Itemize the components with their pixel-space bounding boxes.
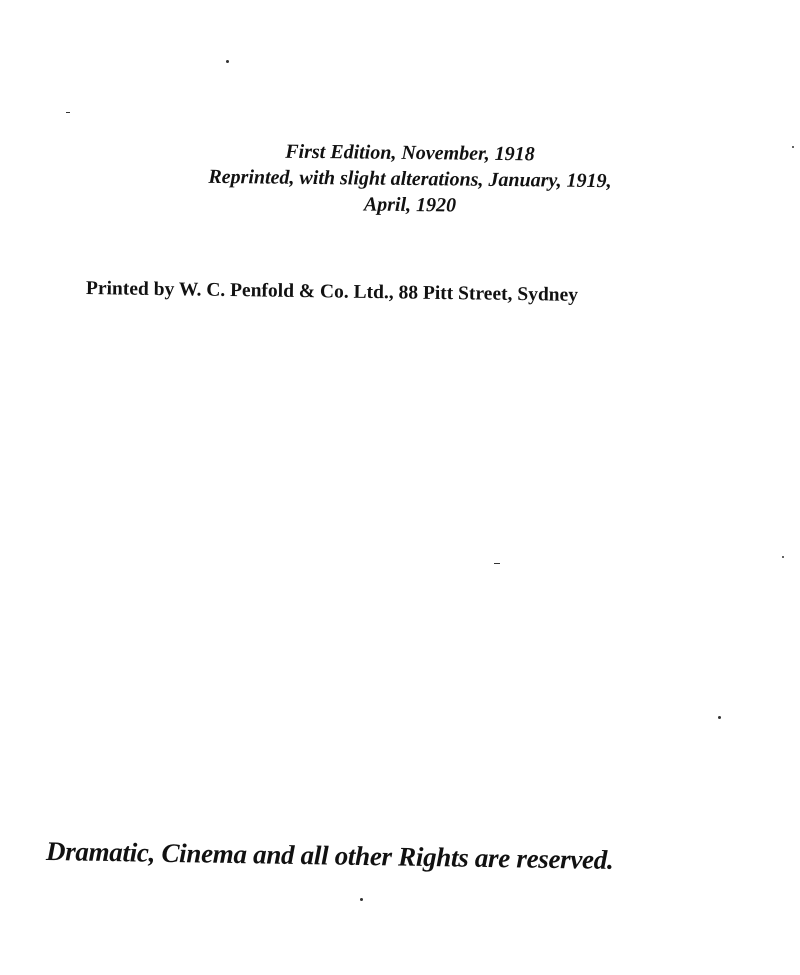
reprint-line: Reprinted, with slight alterations, January, 1919, [208, 165, 612, 193]
scan-speck [360, 898, 363, 901]
scan-speck [782, 556, 784, 558]
scan-speck [494, 563, 500, 564]
printer-imprint: Printed by W. C. Penfold & Co. Ltd., 88 Pitt Street, Sydney [85, 278, 579, 306]
scan-speck [226, 60, 229, 63]
reprint-date-line: April, 1920 [363, 193, 457, 217]
edition-history [0, 140, 800, 218]
rights-notice: Dramatic, Cinema and all other Rights are reserved. [45, 836, 614, 875]
scan-speck [792, 146, 794, 148]
scan-speck [718, 716, 721, 719]
first-edition-line: First Edition, November, 1918 [285, 140, 535, 166]
scan-speck [66, 112, 70, 113]
